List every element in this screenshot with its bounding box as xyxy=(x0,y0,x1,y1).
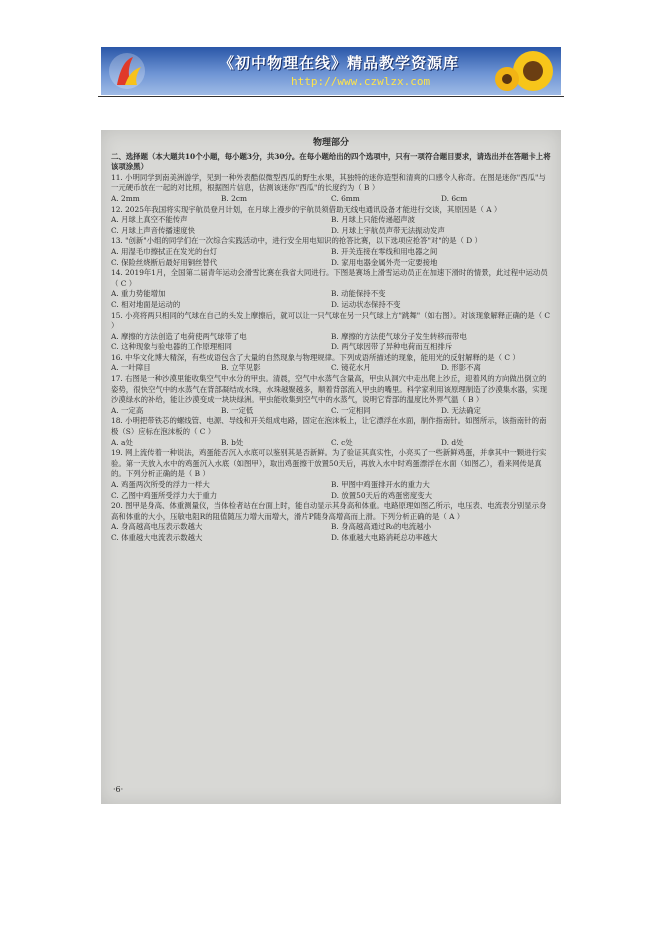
question-item xyxy=(111,236,551,268)
option-text: A. 摩擦的方法创造了电荷使两气球带了电 xyxy=(111,331,247,341)
option-text: B. 月球上只能传递超声波 xyxy=(331,215,416,225)
question-item xyxy=(111,416,551,448)
option-text: C. 这种现象与验电器的工作原理相同 xyxy=(111,342,232,352)
option-text: B. b处 xyxy=(221,437,244,447)
question-item xyxy=(111,374,551,416)
question-item xyxy=(111,311,551,353)
option-text: C. 镜花水月 xyxy=(331,363,371,373)
question-options xyxy=(111,289,551,310)
question-options xyxy=(111,480,551,501)
option-text: C. 月球上声音传播速度快 xyxy=(111,225,195,235)
option-text: C. c处 xyxy=(331,437,353,447)
question-stem: 18. 小明把带铁芯的螺线管、电源、导线和开关组成电路，固定在泡沫板上，让它漂浮在水面，制作指南针。如图所示，该指南针的南极（S）应标在泡沫板的（ C ） xyxy=(111,416,547,437)
question-options xyxy=(111,363,551,374)
option-text: A. 一叶障目 xyxy=(111,363,151,373)
exam-page-photo xyxy=(101,130,561,804)
option-text: D. 家用电器金属外壳一定要接地 xyxy=(331,257,438,267)
section-header: 二、选择题（本大题共10个小题，每小题3分，共30分。在每小题给出的四个选项中，只有一项符合题目要求，请选出并在答题卡上将该项涂黑） xyxy=(111,151,551,172)
question-item xyxy=(111,173,551,205)
option-text: B. 一定低 xyxy=(221,405,254,415)
question-stem: 17. 右图是一种沙漠里能收集空气中水分的甲虫。清晨，空气中水蒸气含量高，甲虫从洞穴中走出爬上沙丘，迎着风的方向做出倒立的姿势，很快空气中的水蒸气在背部凝结成水珠，水珠越聚越多，顺着背部流入甲虫的嘴里。科学家利用该原理制造了沙漠集水器，实现沙漠绿水的补给，能让沙漠变成一块块绿洲。甲虫能收集到空气中的水蒸气，说明它背部的温度比外界气温（ B ） xyxy=(111,374,548,405)
question-options xyxy=(111,194,551,205)
option-text: A. 用湿毛巾擦拭正在发光的台灯 xyxy=(111,246,218,256)
question-stem: 15. 小亮将两只相同的气球在自己的头发上摩擦后，就可以让一只气球在另一只气球上方"跳舞"（如右图）。对该现象解释正确的是（ C ） xyxy=(111,310,551,331)
question-options xyxy=(111,406,551,417)
exam-page xyxy=(111,138,551,798)
option-text: D. 两气球因带了异种电荷而互相排斥 xyxy=(331,342,453,352)
option-text: A. a处 xyxy=(111,437,133,447)
sunflower-icon xyxy=(493,49,557,93)
page-number: ·6· xyxy=(113,785,124,795)
option-text: D. 6cm xyxy=(441,193,468,203)
option-text: D. d处 xyxy=(441,437,464,447)
option-text: B. 立竿见影 xyxy=(221,363,261,373)
question-options xyxy=(111,247,551,268)
question-stem: 13. "创新"小组的同学们在一次综合实践活动中，进行安全用电知识的抢答比赛，以下选项应抢答"对"的是（ D ） xyxy=(111,236,482,246)
question-stem: 20. 图甲是身高、体重测量仪，当体检者站在台面上时，能自动显示其身高和体重。电路原理如图乙所示，电压表、电流表分别显示身高和体重的大小，压敏电阻R的阻值随压力增大而增大，滑片P随身高增高而上滑。下列分析正确的是（ A ） xyxy=(111,501,547,521)
option-text: D. 运动状态保持不变 xyxy=(331,299,401,309)
logo-icon xyxy=(107,51,147,91)
option-text: A. 2mm xyxy=(111,193,140,203)
option-text: D. 无法确定 xyxy=(441,405,481,415)
question-item xyxy=(111,501,551,543)
question-item xyxy=(111,353,551,374)
question-list xyxy=(111,173,551,544)
option-text: A. 鸡蛋两次所受的浮力一样大 xyxy=(111,480,210,489)
question-options xyxy=(111,522,551,543)
option-text: A. 重力势能增加 xyxy=(111,289,166,299)
question-stem: 12. 2025年我国将实现宇航员登月计划，在月球上漫步的宇航员须借助无线电通讯设备才能进行交谈，其原因是（ A ） xyxy=(111,204,502,214)
option-text: B. 动能保持不变 xyxy=(331,289,386,299)
option-text: B. 身高越高通过R₀的电流越小 xyxy=(331,522,431,532)
option-text: A. 一定高 xyxy=(111,405,144,415)
option-text: D. 放置50天后的鸡蛋密度变大 xyxy=(331,490,433,500)
option-text: C. 6mm xyxy=(331,193,360,203)
option-text: B. 开关连接在零线和用电器之间 xyxy=(331,246,438,256)
option-text: D. 月球上宇航员声带无法振动发声 xyxy=(331,225,445,235)
page-title: 物理部分 xyxy=(312,138,349,148)
question-stem: 11. 小明同学到南美洲游学，见到一种外表酷似微型西瓜的野生水果，其独特的迷你造型和清爽的口感令人称奇。在图是迷你"西瓜"与一元硬币放在一起的对比照，根据图片信息，估测该迷你"西瓜"的长度约为（ B ） xyxy=(111,172,546,193)
question-item xyxy=(111,205,551,237)
option-text: C. 体重越大电流表示数越大 xyxy=(111,532,203,542)
option-text: B. 甲图中鸡蛋排开水的重力大 xyxy=(331,480,430,489)
question-options xyxy=(111,332,551,353)
option-text: B. 摩擦的方法使气球分子发生转移而带电 xyxy=(331,331,467,341)
option-text: C. 一定相同 xyxy=(331,405,371,415)
question-stem: 19. 网上流传着一种说法，鸡蛋能否沉入水底可以鉴别其是否新鲜。为了验证其真实性，小亮买了一些新鲜鸡蛋，并拿其中一颗进行实验。第一天放入水中的鸡蛋沉入水底（如图甲），取出鸡蛋擦干放置50天后，再放入水中时鸡蛋漂浮在水面（如图乙），看来网传是真的。下列分析正确的是（ B ） xyxy=(111,448,547,479)
option-text: D. 体重越大电路消耗总功率越大 xyxy=(331,532,438,542)
question-options xyxy=(111,438,551,449)
option-text: A. 身高越高电压表示数越大 xyxy=(111,522,203,532)
option-text: B. 2cm xyxy=(221,193,247,203)
question-stem: 16. 中华文化博大精深，有些成语包含了大量的自然现象与物理规律。下列成语所描述的现象，能用光的反射解释的是（ C ） xyxy=(111,352,520,362)
option-text: C. 乙图中鸡蛋所受浮力大于重力 xyxy=(111,490,218,500)
question-item xyxy=(111,448,551,501)
header-banner xyxy=(101,47,561,95)
banner-url[interactable]: http://www.czwlzx.com xyxy=(291,75,431,88)
option-text: D. 形影不离 xyxy=(441,363,481,373)
question-item xyxy=(111,268,551,310)
question-stem: 14. 2019年1月，全国第二届青年运动会滑雪比赛在我省大同进行。下图是赛场上滑雪运动员正在加速下滑时的情景，此过程中运动员（ C ） xyxy=(111,268,548,288)
option-text: A. 月球上真空不能传声 xyxy=(111,215,188,225)
question-options xyxy=(111,215,551,236)
banner-title: 《初中物理在线》精品教学资源库 xyxy=(219,54,460,72)
header-rule xyxy=(98,96,564,97)
option-text: C. 相对地面是运动的 xyxy=(111,299,181,309)
option-text: C. 保险丝烧断后最好用铜丝替代 xyxy=(111,257,218,267)
